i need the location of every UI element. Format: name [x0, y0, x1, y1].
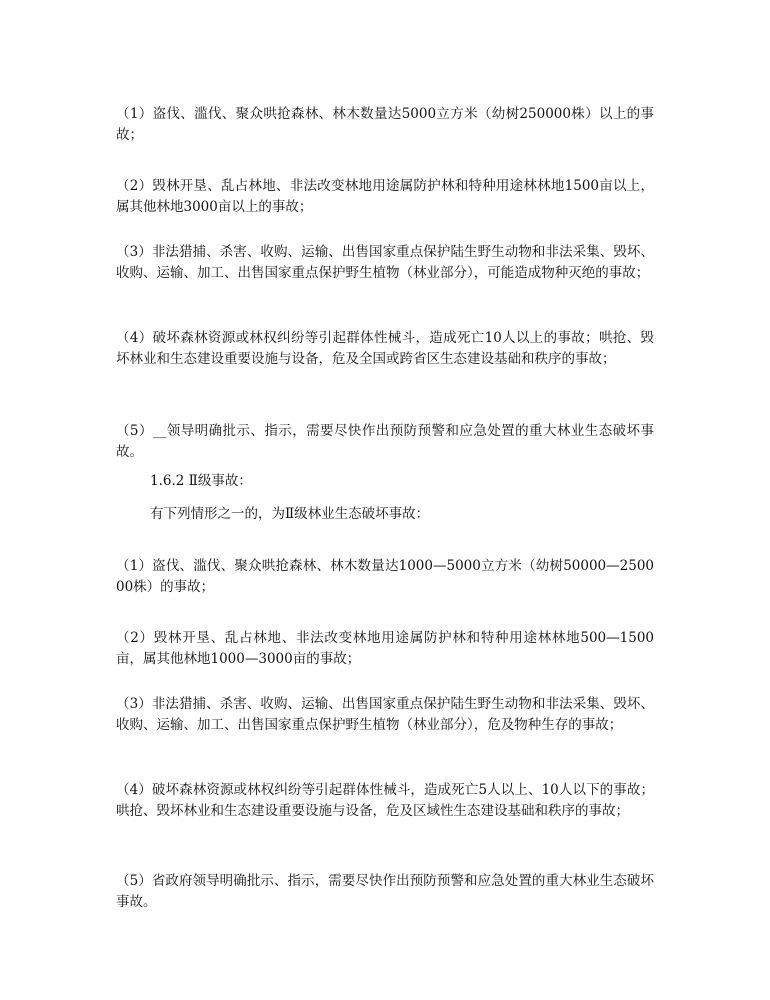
paragraph-level1-item4: （4）破坏森林资源或林权纠纷等引起群体性械斗，造成死亡10人以上的事故；哄抢、毁坏林业和生态建设重要设施与设备，危及全国或跨省区生态建设基础和秩序的事故； — [116, 330, 654, 367]
paragraph-level1-item1: （1）盗伐、滥伐、聚众哄抢森林、林木数量达5000立方米（幼树250000株）以上的事故； — [116, 106, 654, 143]
section-intro: 有下列情形之一的，为Ⅱ级林业生态破坏事故： — [150, 506, 430, 522]
section-heading-1-6-2: 1.6.2 Ⅱ级事故： — [150, 473, 252, 489]
paragraph-level2-item4: （4）破坏森林资源或林权纠纷等引起群体性械斗，造成死亡5人以上、10人以下的事故；哄抢、毁坏林业和生态建设重要设施与设备，危及区域性生态建设基础和秩序的事故； — [116, 782, 654, 819]
paragraph-level1-item5: （5）__领导明确批示、指示，需要尽快作出预防预警和应急处置的重大林业生态破坏事故。 — [116, 423, 654, 460]
paragraph-level2-item3: （3）非法猎捕、杀害、收购、运输、出售国家重点保护陆生野生动物和非法采集、毁坏、收购、运输、加工、出售国家重点保护野生植物（林业部分），危及物种生存的事故； — [116, 696, 654, 733]
paragraph-level1-item2: （2）毁林开垦、乱占林地、非法改变林地用途属防护林和特种用途林林地1500亩以上，属其他林地3000亩以上的事故； — [116, 178, 654, 215]
paragraph-level2-item1: （1）盗伐、滥伐、聚众哄抢森林、林木数量达1000—5000立方米（幼树50000—250000株）的事故； — [116, 558, 654, 595]
paragraph-level2-item5: （5）省政府领导明确批示、指示，需要尽快作出预防预警和应急处置的重大林业生态破坏事故。 — [116, 873, 654, 910]
paragraph-level2-item2: （2）毁林开垦、乱占林地、非法改变林地用途属防护林和特种用途林林地500—1500亩，属其他林地1000—3000亩的事故； — [116, 630, 654, 667]
paragraph-level1-item3: （3）非法猎捕、杀害、收购、运输、出售国家重点保护陆生野生动物和非法采集、毁坏、收购、运输、加工、出售国家重点保护野生植物（林业部分），可能造成物种灭绝的事故； — [116, 244, 654, 281]
